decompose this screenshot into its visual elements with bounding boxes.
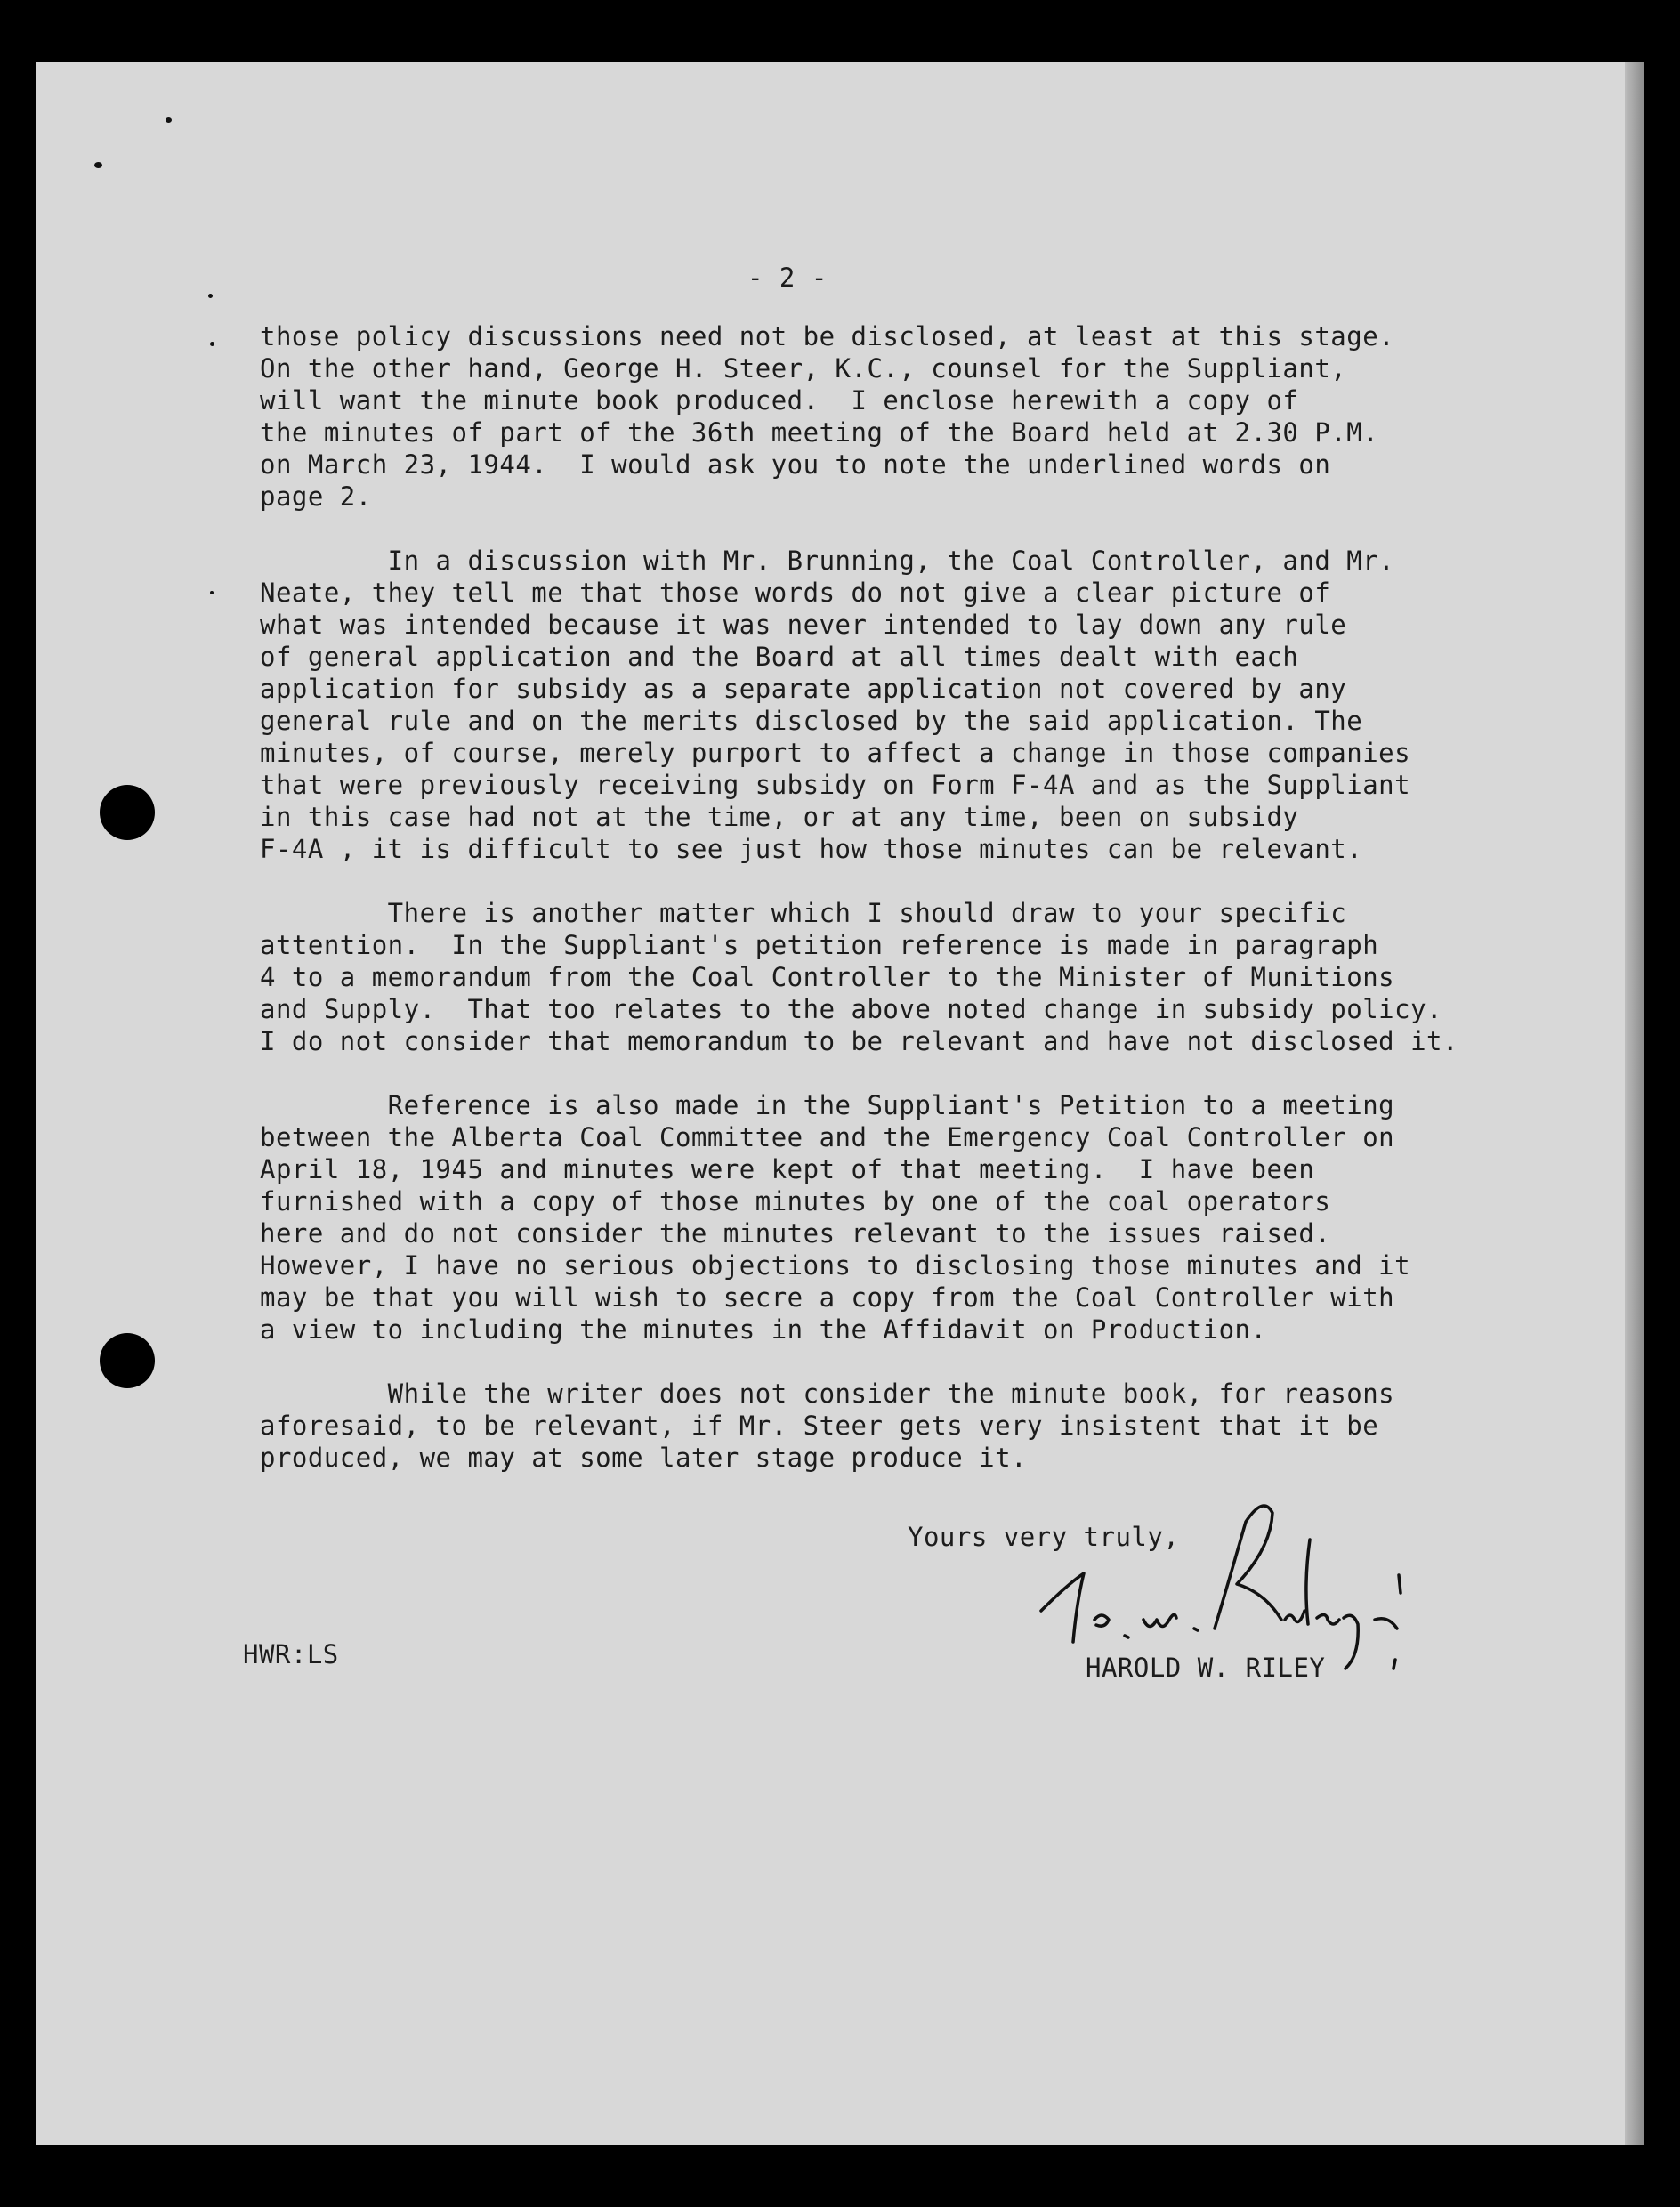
body-line: furnished with a copy of those minutes by one of the coal operators [260, 1186, 1331, 1217]
body-line: Reference is also made in the Suppliant's Petition to a meeting [260, 1090, 1395, 1120]
body-line: may be that you will wish to secre a copy from the Coal Controller with [260, 1282, 1395, 1313]
body-line: attention. In the Suppliant's petition reference is made in paragraph [260, 930, 1379, 960]
body-line: However, I have no serious objections to disclosing those minutes and it [260, 1250, 1411, 1281]
body-line: a view to including the minutes in the Affidavit on Production. [260, 1314, 1267, 1345]
speck-mark [166, 117, 172, 123]
body-line: While the writer does not consider the minute book, for reasons [260, 1378, 1395, 1409]
punch-hole-bottom [100, 1333, 155, 1388]
body-line: general rule and on the merits disclosed by the said application. The [260, 706, 1363, 736]
body-line: that were previously receiving subsidy on Form F-4A and as the Suppliant [260, 770, 1411, 800]
body-line: page 2. [260, 481, 372, 512]
speck-mark [208, 294, 213, 298]
body-line: minutes, of course, merely purport to affect a change in those companies [260, 738, 1411, 768]
signatory-name: HAROLD W. RILEY [1086, 1653, 1326, 1683]
body-line: in this case had not at the time, or at any time, been on subsidy [260, 802, 1299, 832]
body-line: produced, we may at some later stage produce it. [260, 1443, 1028, 1473]
body-line: In a discussion with Mr. Brunning, the Coal Controller, and Mr. [260, 546, 1395, 576]
punch-hole-top [100, 785, 155, 840]
body-line: April 18, 1945 and minutes were kept of that meeting. I have been [260, 1154, 1315, 1184]
body-line: what was intended because it was never intended to lay down any rule [260, 610, 1347, 640]
body-line: I do not consider that memorandum to be relevant and have not disclosed it. [260, 1026, 1458, 1056]
letter-page [36, 62, 1644, 2145]
body-line: and Supply. That too relates to the above noted change in subsidy policy. [260, 994, 1443, 1024]
body-line: between the Alberta Coal Committee and the Emergency Coal Controller on [260, 1122, 1395, 1152]
body-line: application for subsidy as a separate application not covered by any [260, 674, 1347, 704]
body-line: of general application and the Board at all times dealt with each [260, 642, 1299, 672]
body-line: On the other hand, George H. Steer, K.C., counsel for the Suppliant, [260, 353, 1347, 384]
body-line: the minutes of part of the 36th meeting of the Board held at 2.30 P.M. [260, 417, 1379, 448]
body-line: 4 to a memorandum from the Coal Controller to the Minister of Munitions [260, 962, 1395, 992]
page-edge-shadow [1625, 62, 1644, 2145]
closing-salutation: Yours very truly, [908, 1522, 1180, 1552]
letter-body [260, 320, 1612, 1584]
speck-mark [210, 591, 214, 594]
body-line: Neate, they tell me that those words do not give a clear picture of [260, 578, 1331, 608]
speck-mark [94, 162, 102, 168]
speck-mark [210, 342, 214, 346]
body-line: those policy discussions need not be disclosed, at least at this stage. [260, 321, 1395, 352]
body-line: aforesaid, to be relevant, if Mr. Steer gets very insistent that it be [260, 1411, 1379, 1441]
body-line: will want the minute book produced. I enclose herewith a copy of [260, 385, 1299, 416]
body-line: F-4A , it is difficult to see just how those minutes can be relevant. [260, 834, 1363, 864]
page-number: - 2 - [747, 263, 828, 293]
body-line: on March 23, 1944. I would ask you to note the underlined words on [260, 449, 1331, 480]
typist-initials: HWR:LS [243, 1639, 339, 1669]
body-line: here and do not consider the minutes relevant to the issues raised. [260, 1218, 1331, 1249]
body-line: There is another matter which I should draw to your specific [260, 898, 1347, 928]
